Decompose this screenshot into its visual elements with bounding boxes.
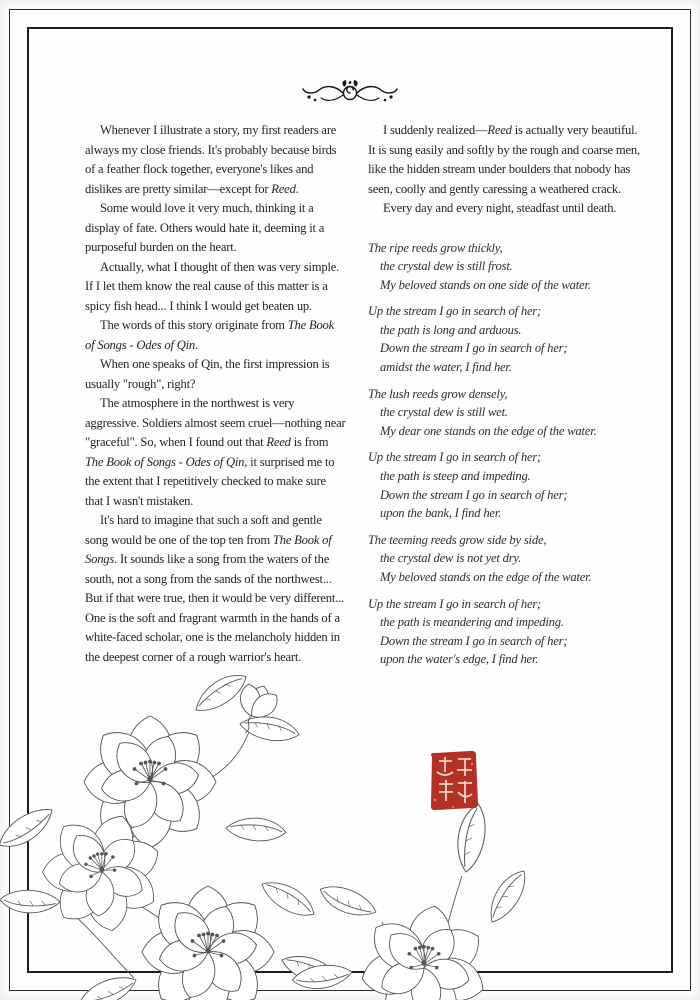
left-text-column <box>85 121 346 667</box>
poem-line: the path is long and arduous. <box>380 322 522 337</box>
seal-icon <box>427 750 479 812</box>
poem-line: the path is meandering and impeding. <box>380 615 564 630</box>
poem-line: My beloved stands on the edge of the water. <box>380 570 592 584</box>
paragraph: Some would love it very much, thinking it a display of fate. Others would hate it, deeming it a purposeful burden on the heart. <box>85 201 325 254</box>
poem-line: amidst the water, I find her. <box>380 360 512 375</box>
poem-line: Down the stream I go in search of her; <box>380 633 568 648</box>
paragraph: Whenever I illustrate a story, my first readers are always my close friends. It's probably because birds of a feather flock together, everyone's likes and dislikes are pretty similar—except for Reed. <box>85 123 337 196</box>
poem-line: My beloved stands on one side of the water. <box>380 277 591 292</box>
poem-line: the crystal dew is still frost. <box>380 259 513 274</box>
paragraph: Every day and every night, steadfast until death. <box>383 201 617 215</box>
poem-stanza <box>368 448 644 522</box>
paragraph: The words of this story originate from The Book of Songs - Odes of Qin. <box>85 318 335 352</box>
paragraph: Actually, what I thought of then was very simple. If I let them know the real cause of this matter is a spicy fish head... I think I would get beaten up. <box>85 259 340 313</box>
right-paragraphs <box>368 121 644 219</box>
poem-line: Down the stream I go in search of her; <box>380 487 568 502</box>
poem-line: Up the stream I go in search of her; <box>368 304 542 319</box>
poem-stanza <box>368 385 644 441</box>
paragraph: When one speaks of Qin, the first impression is usually "rough", right? <box>85 357 330 391</box>
poem-stanza <box>368 531 644 587</box>
poem-line: upon the bank, I find her. <box>380 506 502 521</box>
poem-stanza <box>368 302 644 376</box>
poem-line: The teeming reeds grow side by side, <box>368 532 547 547</box>
red-seal-stamp <box>427 750 479 812</box>
flourish-icon <box>294 80 406 108</box>
poem-reed <box>368 239 644 669</box>
poem-stanza <box>368 239 644 295</box>
poem-line: The lush reeds grow densely, <box>368 386 508 401</box>
poem-stanza <box>368 595 644 669</box>
poem-line: the path is steep and impeding. <box>380 469 531 484</box>
right-text-column <box>368 121 644 677</box>
poem-line: Up the stream I go in search of her; <box>368 596 542 611</box>
poem-line: The ripe reeds grow thickly, <box>368 240 503 255</box>
floral-ornament <box>294 80 406 113</box>
seal-ground <box>431 751 478 810</box>
poem-line: My dear one stands on the edge of the water. <box>380 423 597 438</box>
paragraph: I suddenly realized—Reed is actually very beautiful. It is sung easily and softly by the rough and coarse men, like the hidden stream under boulders that nobody has seen, coolly and gently caressing a weathered crack. <box>368 123 640 196</box>
poem-line: the crystal dew is still wet. <box>380 405 508 420</box>
poem-line: Down the stream I go in search of her; <box>380 341 568 356</box>
poem-line: upon the water's edge, I find her. <box>380 652 539 667</box>
poem-line: the crystal dew is not yet dry. <box>380 551 522 566</box>
poem-line: Up the stream I go in search of her; <box>368 450 542 465</box>
paragraph: The atmosphere in the northwest is very aggressive. Soldiers almost seem cruel—nothing near "graceful". So, when I found out that Reed is from The Book of Songs - Odes of Qin, it surprised me to the extent that I repetitively checked to make sure that I wasn't mistaken. <box>85 396 346 508</box>
paragraph: It's hard to imagine that such a soft and gentle song would be one of the top ten from The Book of Songs. It sounds like a song from the waters of the south, not a song from the sands of the northwest... But if that were true, then it would be very different... One is the soft and fragrant warmth in the hands of a white-faced scholar, one is the melancholy hidden in the deepest corner of a rough warrior's heart. <box>85 513 345 664</box>
